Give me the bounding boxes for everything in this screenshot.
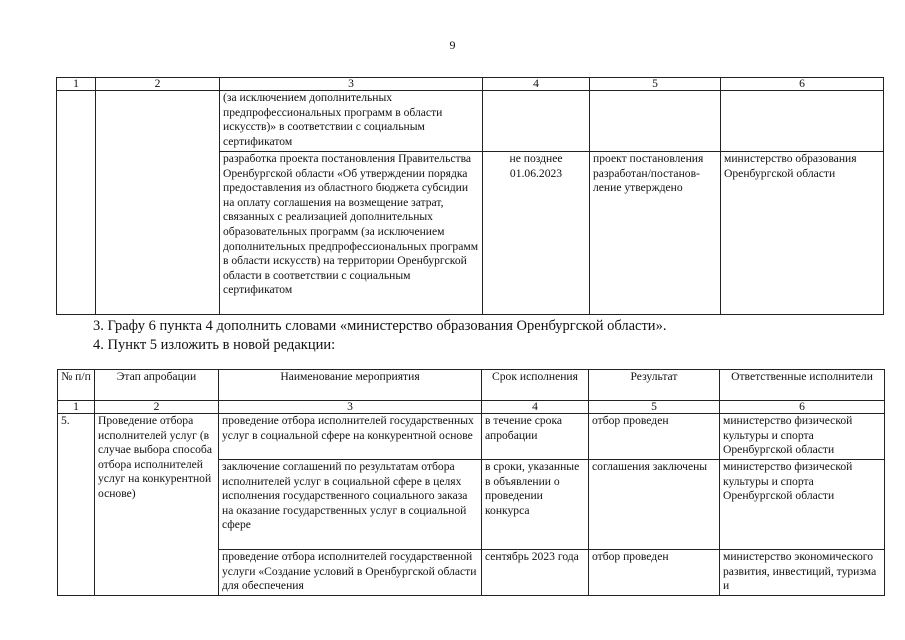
stage-cell: Проведение отбора исполнителей услуг (в случае выбора способа отбора исполнителей услуг на конкурентной основе) bbox=[95, 414, 219, 596]
result-cell: проект постановления разработан/постанов-ление утверждено bbox=[590, 152, 721, 315]
col-number: 1 bbox=[57, 78, 96, 91]
header-responsible: Ответственные исполнители bbox=[720, 370, 885, 401]
deadline-cell: не позднее 01.06.2023 bbox=[483, 152, 590, 315]
paragraph-4: 4. Пункт 5 изложить в новой редакции: bbox=[93, 337, 336, 353]
deadline-cell: в течение срока апробации bbox=[482, 414, 589, 460]
page-number: 9 bbox=[449, 38, 456, 52]
measure-cell: разработка проекта постановления Правительства Оренбургской области «Об утверждении порядка предоставления из областного бюджета субсидии на оплату соглашения на возмещение затрат, связанных с реализацией дополнительных образовательных программ (за исключением дополнительных предпрофессиональных программ в области искусств) на территории Оренбургской области в соответствии с социальным сертификатом bbox=[220, 152, 483, 315]
measure-cell: проведение отбора исполнителей государственной услуги «Создание условий в Оренбургской области для обеспечения bbox=[219, 550, 482, 596]
table-row bbox=[58, 414, 885, 460]
responsible-cell: министерство экономического развития, инвестиций, туризма и bbox=[720, 550, 885, 596]
header-row bbox=[58, 370, 885, 401]
empty-cell bbox=[96, 91, 220, 315]
col-number: 5 bbox=[589, 401, 720, 414]
result-cell: соглашения заключены bbox=[589, 460, 720, 550]
empty-cell bbox=[57, 91, 96, 315]
col-number: 2 bbox=[96, 78, 220, 91]
paragraph-3: 3. Графу 6 пункта 4 дополнить словами «министерство образования Оренбургской области». bbox=[93, 318, 667, 334]
table-row bbox=[57, 91, 884, 152]
col-number: 6 bbox=[721, 78, 884, 91]
deadline-cell: в сроки, указанные в объявлении о проведении конкурса bbox=[482, 460, 589, 550]
header-result: Результат bbox=[589, 370, 720, 401]
new-edition-table bbox=[57, 369, 885, 596]
col-number: 4 bbox=[482, 401, 589, 414]
header-stage: Этап апробации bbox=[95, 370, 219, 401]
col-number: 5 bbox=[590, 78, 721, 91]
header-deadline: Срок исполнения bbox=[482, 370, 589, 401]
col-number: 3 bbox=[219, 401, 482, 414]
empty-cell bbox=[721, 91, 884, 152]
header-measure: Наименование мероприятия bbox=[219, 370, 482, 401]
col-number: 4 bbox=[483, 78, 590, 91]
measure-cell: (за исключением дополнительных предпрофессиональных программ в области искусств)» в соответствии с социальным сертификатом bbox=[220, 91, 483, 152]
result-cell: отбор проведен bbox=[589, 550, 720, 596]
col-number: 3 bbox=[220, 78, 483, 91]
col-number: 1 bbox=[58, 401, 95, 414]
continued-table bbox=[56, 77, 884, 315]
col-number: 2 bbox=[95, 401, 219, 414]
responsible-cell: министерство образования Оренбургской области bbox=[721, 152, 884, 315]
measure-cell: заключение соглашений по результатам отбора исполнителей услуг в социальной сфере в целях исполнения государственного социального заказа на оказание государственных услуг в социальной сфере bbox=[219, 460, 482, 550]
column-numbers-row bbox=[57, 78, 884, 91]
col-number: 6 bbox=[720, 401, 885, 414]
responsible-cell: министерство физической культуры и спорта Оренбургской области bbox=[720, 460, 885, 550]
result-cell: отбор проведен bbox=[589, 414, 720, 460]
empty-cell bbox=[483, 91, 590, 152]
column-numbers-row bbox=[58, 401, 885, 414]
item-number-cell: 5. bbox=[58, 414, 95, 596]
measure-cell: проведение отбора исполнителей государственных услуг в социальной сфере на конкурентной основе bbox=[219, 414, 482, 460]
deadline-cell: сентябрь 2023 года bbox=[482, 550, 589, 596]
empty-cell bbox=[590, 91, 721, 152]
header-num: № п/п bbox=[58, 370, 95, 401]
responsible-cell: министерство физической культуры и спорта Оренбургской области bbox=[720, 414, 885, 460]
